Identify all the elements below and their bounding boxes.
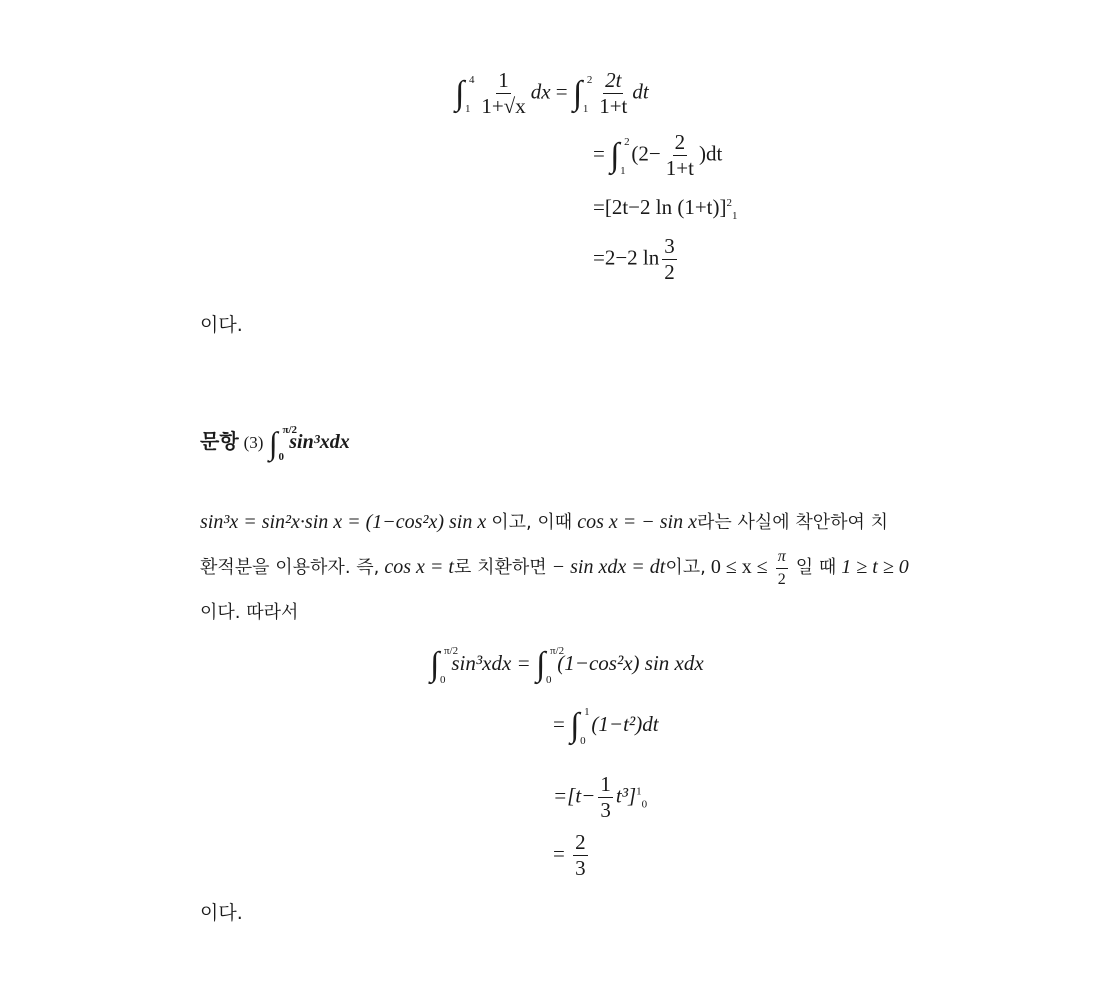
equation-1-line-2: = ∫ 2 1 (2− $\frac{2}{1+t}$ )dt [593,130,723,180]
equation-1-line-3: =[2t−2 ln (1+t)]$^2_1$ [593,195,738,223]
equation-2-line-4: = $\frac{2}{3}$ [553,830,586,880]
equation-2-line-1: ∫ π/2 0 sin³xdx = ∫ π/2 0 (1−cos²x) sin xdx [430,645,704,686]
explanation-line-3: 이다. 따라서 [200,602,299,623]
equation-2-line-3: =[t− $\frac{1}{3}$ t³]$^1_0$ [553,772,648,822]
conclusion-text-1: 이다. [200,314,243,336]
equation-block-1 [455,60,875,290]
explanation-line-2: 환적분을 이용하자. 즉, cos x = t로 치환하면 − sin xdx = dt이고, 0 ≤ x ≤ $\frac{\pi}{2}$ 일 때 1 ≥ t ≥ 0 [200,548,909,588]
equation-1-line-1: ∫ 4 1 $\frac{1}{1+√x}$ dx = ∫ 2 1 $\frac{2t}{1+t}$ dt [455,68,649,118]
equation-block-2 [430,636,890,880]
equation-2-line-2: = ∫ 1 0 (1−t²)dt [553,706,659,747]
equation-1-line-4: =2−2 ln $\frac{3}{2}$ [593,234,675,284]
conclusion-text-2: 이다. [200,902,243,924]
explanation-line-1: sin³x = sin²x·sin x = (1−cos²x) sin x 이고, 이때 cos x = − sin x라는 사실에 착안하여 치 [200,511,888,533]
problem-heading: 문항 (3) ∫ π/2 0 sin³xdx [200,424,350,464]
